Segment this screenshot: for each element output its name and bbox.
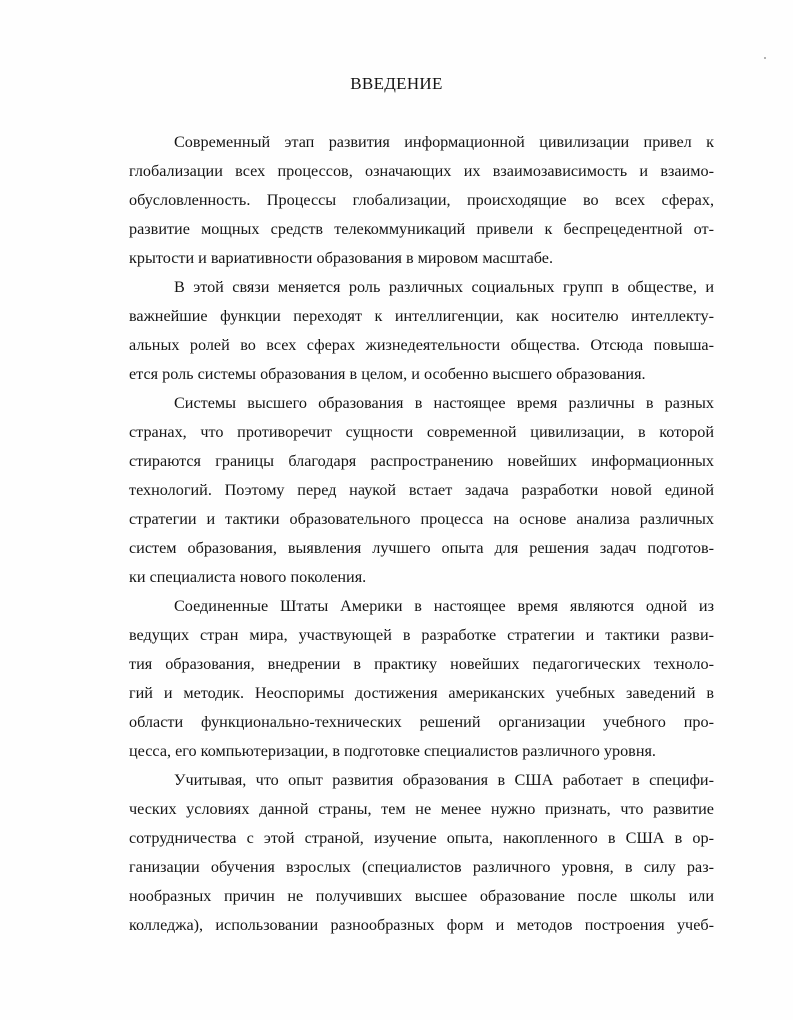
paragraph-line: технологий. Поэтому перед наукой встает задача разработки новой единой — [129, 481, 714, 499]
page-title: ВВЕДЕНИЕ — [350, 74, 443, 93]
scan-speck — [764, 57, 766, 59]
paragraph-line: ется роль системы образования в целом, и особенно высшего образования. — [129, 365, 646, 383]
paragraph-4 — [129, 592, 714, 766]
paragraph-line: тия образования, внедрении в практику новейших педагогических техноло- — [129, 655, 714, 673]
paragraph-line: Учитывая, что опыт развития образования в США работает в специфи- — [174, 771, 714, 789]
paragraph-line: странах, что противоречит сущности современной цивилизации, в которой — [129, 423, 714, 441]
paragraph-2 — [129, 273, 714, 389]
paragraph-line: Соединенные Штаты Америки в настоящее время являются одной из — [174, 597, 714, 615]
paragraph-line: гий и методик. Неоспоримы достижения американских учебных заведений в — [129, 684, 714, 702]
paragraph-line: сотрудничества с этой страной, изучение опыта, накопленного в США в ор- — [129, 829, 714, 847]
paragraph-line: важнейшие функции переходят к интеллигенции, как носителю интеллекту- — [129, 307, 714, 325]
paragraph-line: ческих условиях данной страны, тем не менее нужно признать, что развитие — [129, 800, 714, 818]
paragraph-line: ки специалиста нового поколения. — [129, 568, 367, 586]
paragraph-line: глобализации всех процессов, означающих их взаимозависимость и взаимо- — [129, 162, 714, 180]
paragraph-1 — [129, 128, 714, 273]
paragraph-line: систем образования, выявления лучшего опыта для решения задач подготов- — [129, 539, 714, 557]
paragraph-line: стратегии и тактики образовательного процесса на основе анализа различных — [129, 510, 714, 528]
paragraph-line: крытости и вариативности образования в мировом масштабе. — [129, 249, 554, 267]
paragraph-line: колледжа), использовании разнообразных форм и методов построения учеб- — [129, 916, 714, 934]
paragraph-line: альных ролей во всех сферах жизнедеятельности общества. Отсюда повыша- — [129, 336, 714, 354]
paragraph-line: области функционально-технических решений организации учебного про- — [129, 713, 714, 731]
paragraph-line: Системы высшего образования в настоящее время различны в разных — [174, 394, 714, 412]
paragraph-line: цесса, его компьютеризации, в подготовке специалистов различного уровня. — [129, 742, 656, 760]
paragraph-line: обусловленность. Процессы глобализации, происходящие во всех сферах, — [129, 191, 714, 209]
paragraph-line: стираются границы благодаря распространению новейших информационных — [129, 452, 714, 470]
paragraph-5 — [129, 766, 714, 940]
paragraph-line: нообразных причин не получивших высшее образование после школы или — [129, 887, 714, 905]
paragraph-line: ведущих стран мира, участвующей в разработке стратегии и тактики разви- — [129, 626, 714, 644]
paragraph-line: Современный этап развития информационной цивилизации привел к — [174, 133, 714, 151]
paragraph-line: В этой связи меняется роль различных социальных групп в обществе, и — [174, 278, 714, 296]
paragraph-line: развитие мощных средств телекоммуникаций привели к беспрецедентной от- — [129, 220, 714, 238]
paragraph-3 — [129, 389, 714, 592]
paragraph-line: ганизации обучения взрослых (специалистов различного уровня, в силу раз- — [129, 858, 714, 876]
